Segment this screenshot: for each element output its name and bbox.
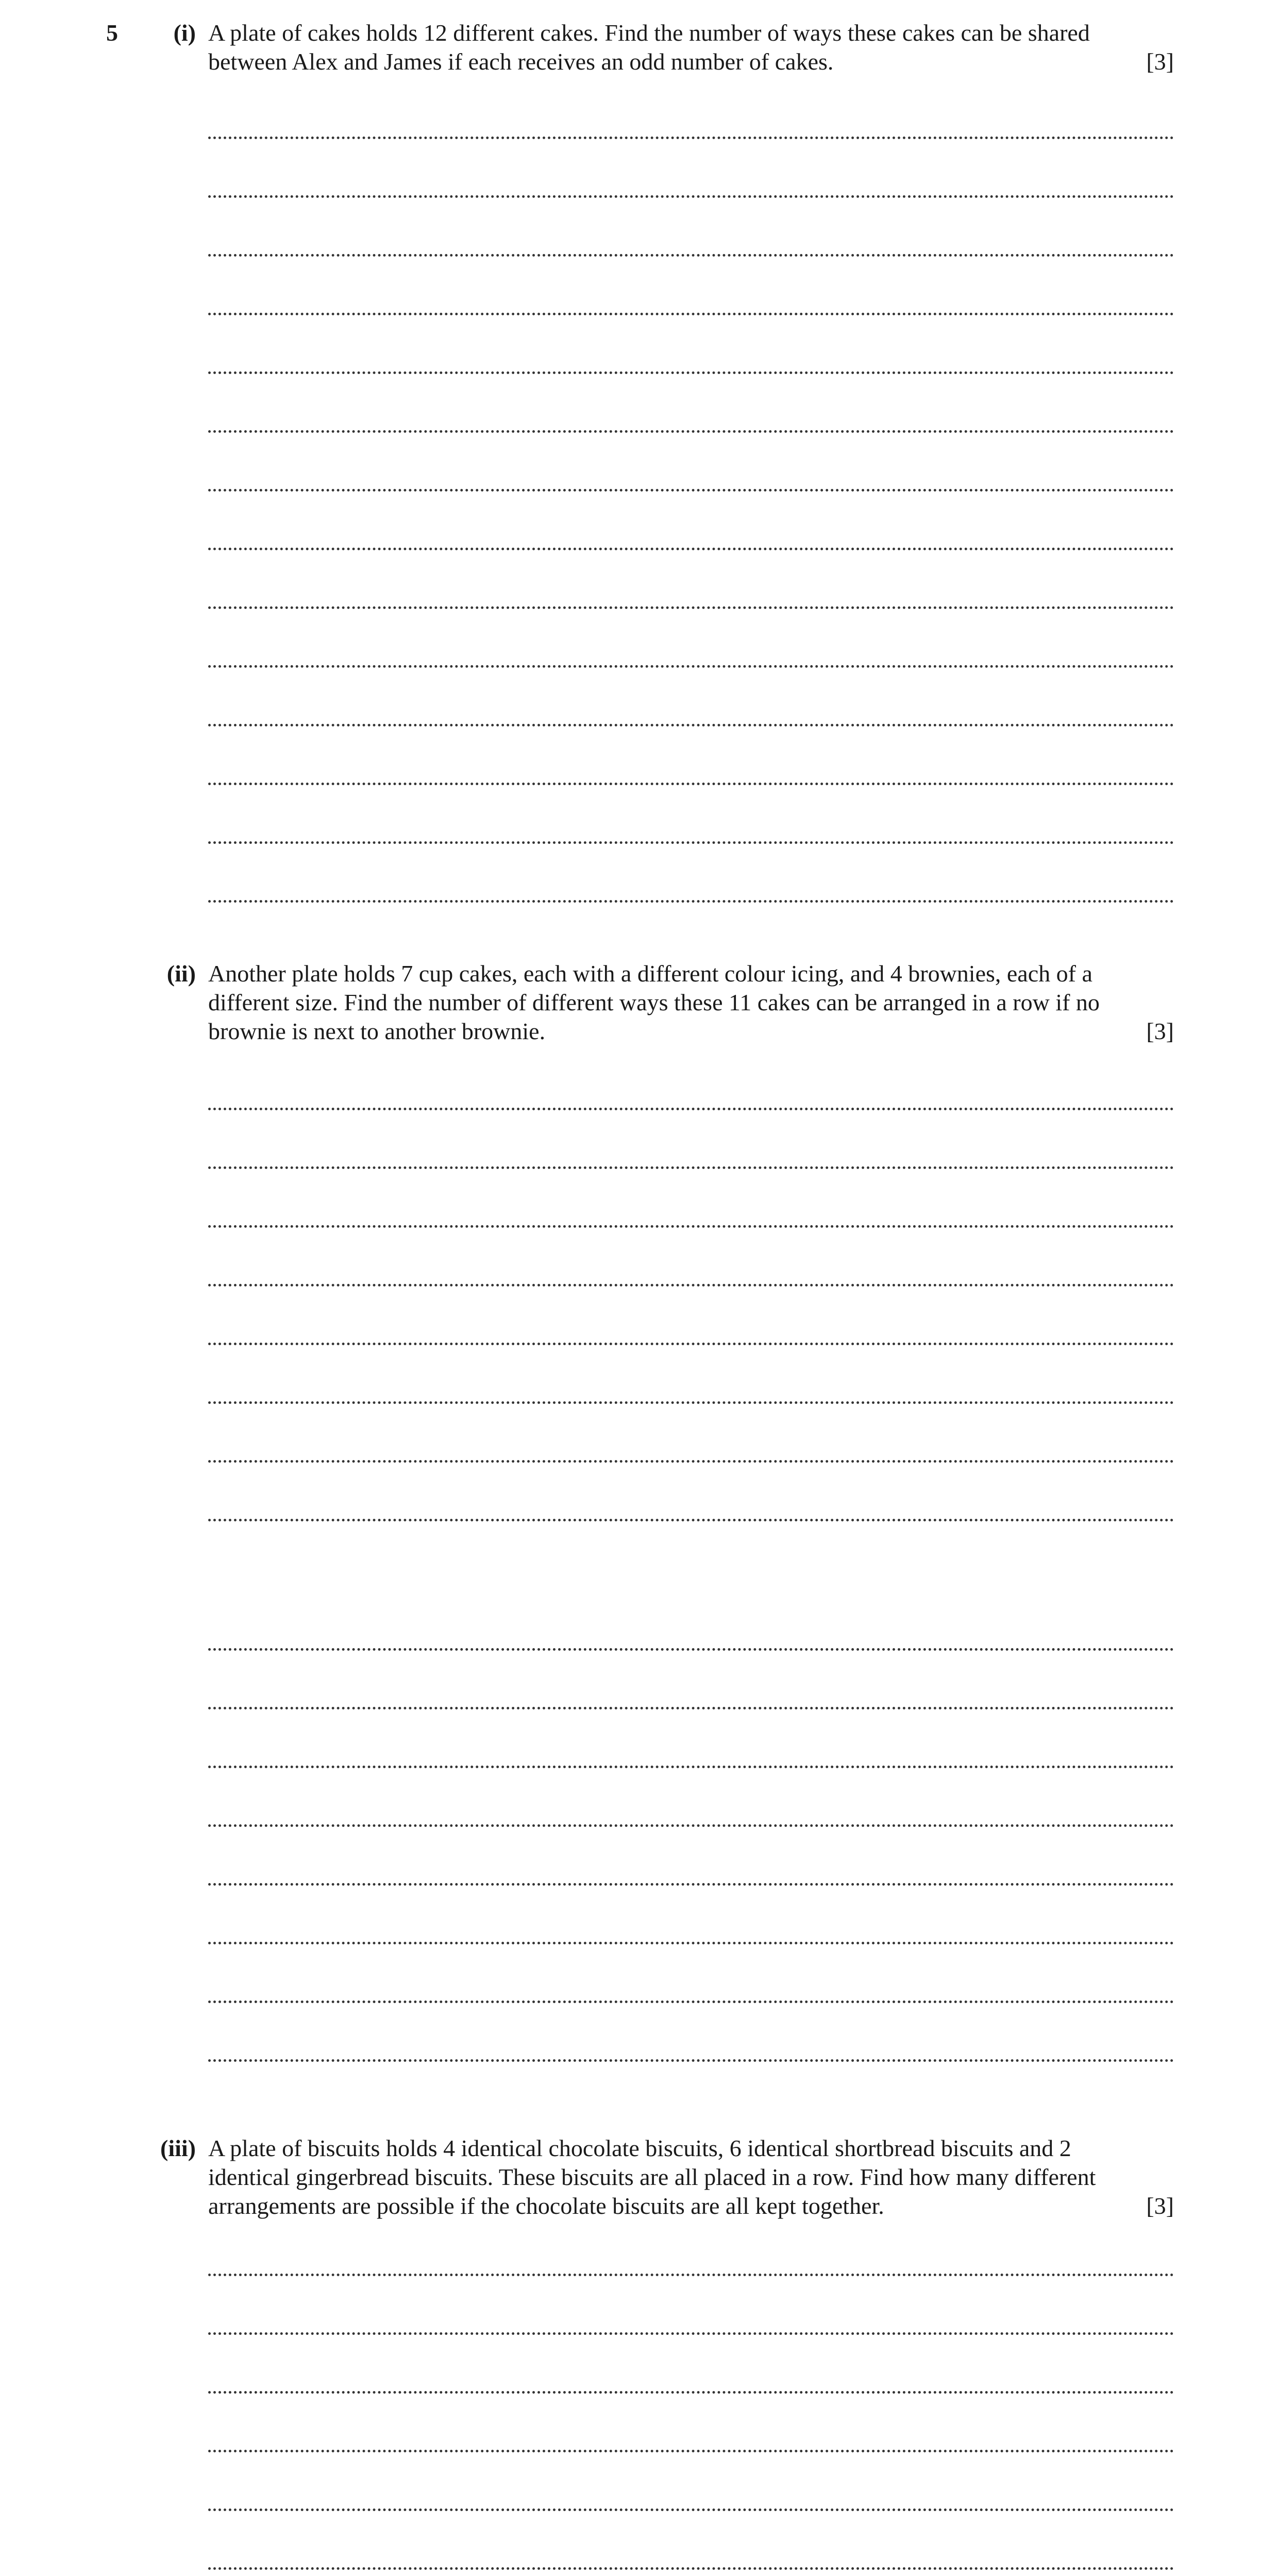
part-ii-answer-line[interactable] xyxy=(208,1709,1174,1768)
part-i-question-text xyxy=(208,19,1174,76)
part-i-answer-line[interactable] xyxy=(208,726,1174,785)
part-ii-answer-line[interactable] xyxy=(208,1345,1174,1404)
part-iii-answer-line[interactable] xyxy=(208,2452,1174,2511)
part-i-answer-line[interactable] xyxy=(208,257,1174,315)
part-iii-label: (iii) xyxy=(160,2135,196,2161)
part-i-answer-line[interactable] xyxy=(208,374,1174,433)
part-ii-answer-line[interactable] xyxy=(208,1286,1174,1345)
part-ii-text-line-1: Another plate holds 7 cup cakes, each with a different colour icing, and 4 brownies, each of a xyxy=(208,960,1092,987)
part-ii-answer-line[interactable] xyxy=(208,1768,1174,1827)
part-i-marks: [3] xyxy=(1146,48,1174,75)
part-ii-answer-line[interactable] xyxy=(208,1228,1174,1286)
part-ii-answer-line[interactable] xyxy=(208,1463,1174,1521)
part-ii-answer-line[interactable] xyxy=(208,1404,1174,1463)
part-ii-marks: [3] xyxy=(1146,1018,1174,1044)
part-i-text-line-2: between Alex and James if each receives an odd number of cakes. xyxy=(208,48,834,75)
part-ii-answer-line[interactable] xyxy=(208,1592,1174,1651)
part-iii-answer-line[interactable] xyxy=(208,2217,1174,2276)
part-i-answer-line[interactable] xyxy=(208,609,1174,668)
part-ii-answer-lines-upper[interactable] xyxy=(208,1052,1174,1521)
part-ii-answer-line[interactable] xyxy=(208,1886,1174,1944)
part-i-answer-line[interactable] xyxy=(208,433,1174,492)
part-ii-answer-line[interactable] xyxy=(208,1169,1174,1228)
part-ii-answer-line[interactable] xyxy=(208,1110,1174,1169)
part-i-answer-line[interactable] xyxy=(208,198,1174,257)
part-i-answer-line[interactable] xyxy=(208,668,1174,726)
part-i-answer-line[interactable] xyxy=(208,785,1174,844)
part-i-answer-line[interactable] xyxy=(208,492,1174,550)
part-i-answer-line[interactable] xyxy=(208,844,1174,903)
part-ii-answer-line[interactable] xyxy=(208,1827,1174,1886)
part-i-answer-line[interactable] xyxy=(208,315,1174,374)
part-i-label: (i) xyxy=(173,20,196,46)
part-ii-text-line-3: brownie is next to another brownie. xyxy=(208,1018,546,1044)
part-iii-marks: [3] xyxy=(1146,2193,1174,2219)
part-ii-answer-line[interactable] xyxy=(208,1651,1174,1709)
part-iii-text-line-2: identical gingerbread biscuits. These biscuits are all placed in a row. Find how many different xyxy=(208,2164,1096,2190)
part-iii-answer-lines[interactable] xyxy=(208,2217,1174,2576)
part-ii-label: (ii) xyxy=(166,960,196,987)
part-i-answer-line[interactable] xyxy=(208,550,1174,609)
part-iii-answer-line[interactable] xyxy=(208,2335,1174,2394)
part-ii-answer-line[interactable] xyxy=(208,2003,1174,2062)
part-iii-text-line-3: arrangements are possible if the chocolate biscuits are all kept together. xyxy=(208,2193,884,2219)
part-ii-answer-lines-lower[interactable] xyxy=(208,1592,1174,2062)
part-ii-text-line-2: different size. Find the number of different ways these 11 cakes can be arranged in a row if no xyxy=(208,989,1100,1015)
part-ii-answer-line[interactable] xyxy=(208,1944,1174,2003)
part-ii-question-text xyxy=(208,959,1174,1046)
part-i-answer-lines[interactable] xyxy=(208,80,1174,903)
part-iii-question-text xyxy=(208,2134,1174,2221)
part-iii-text-line-1: A plate of biscuits holds 4 identical chocolate biscuits, 6 identical shortbread biscuits and 2 xyxy=(208,2135,1071,2161)
part-i-text-line-1: A plate of cakes holds 12 different cakes. Find the number of ways these cakes can be shared xyxy=(208,20,1090,46)
part-iii-answer-line[interactable] xyxy=(208,2394,1174,2452)
part-iii-answer-line[interactable] xyxy=(208,2276,1174,2335)
part-iii-answer-line[interactable] xyxy=(208,2570,1174,2576)
question-number: 5 xyxy=(106,20,118,46)
part-i-answer-line[interactable] xyxy=(208,139,1174,198)
part-iii-answer-line[interactable] xyxy=(208,2511,1174,2570)
part-i-answer-line[interactable] xyxy=(208,80,1174,139)
part-ii-answer-line[interactable] xyxy=(208,1052,1174,1110)
